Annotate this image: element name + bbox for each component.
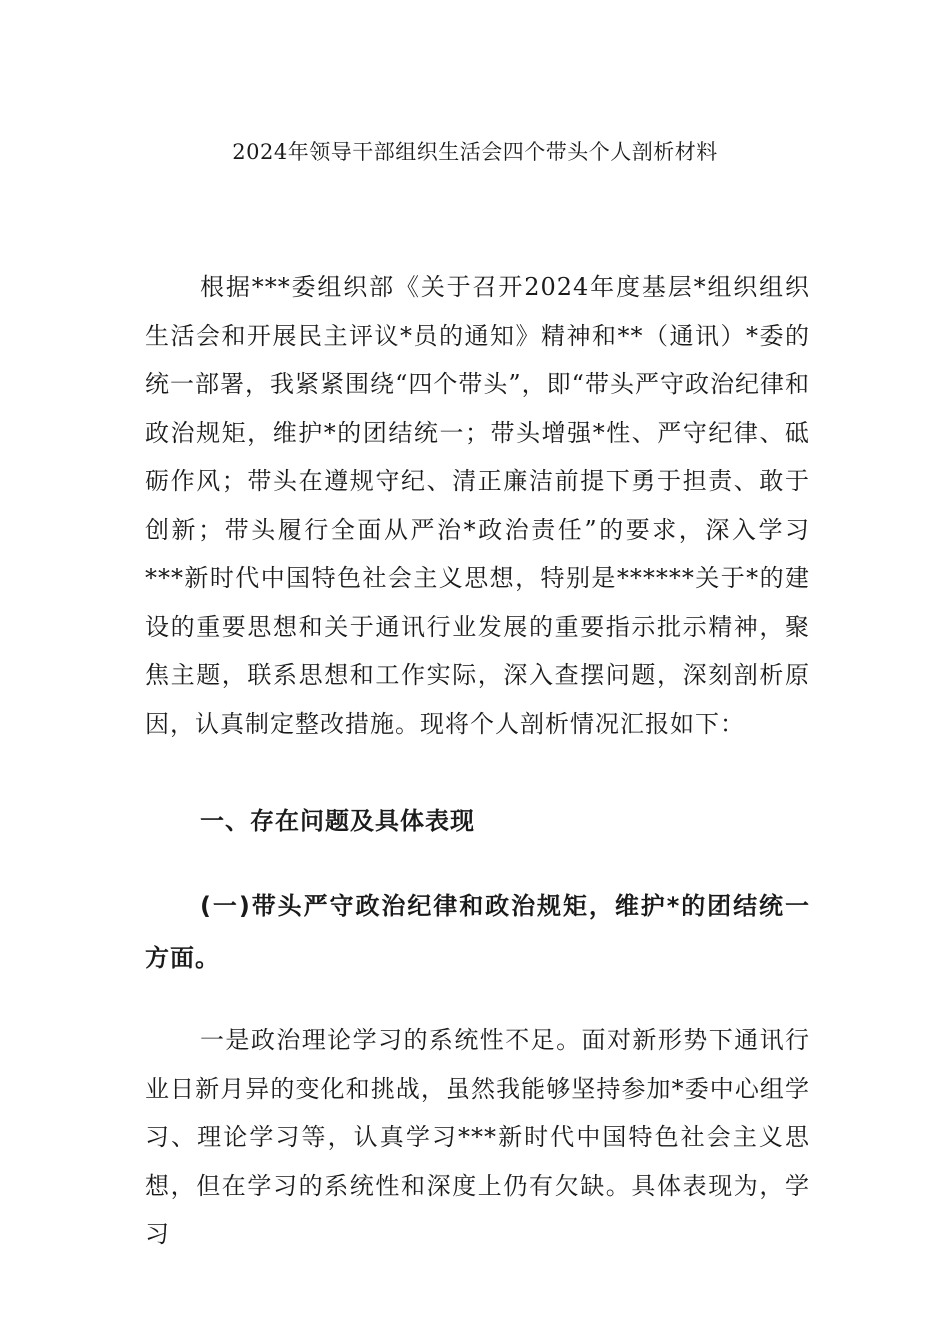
section-heading: 一、存在问题及具体表现	[200, 807, 475, 835]
document-title: 2024年领导干部组织生活会四个带头个人剖析材料	[232, 140, 718, 164]
subsection-heading: (一)带头严守政治纪律和政治规矩，维护*的团结统一方面。	[145, 892, 810, 972]
intro-paragraph: 根据***委组织部《关于召开2024年度基层*组织组织生活会和开展民主评议*员的通知》精神和**（通讯）*委的统一部署，我紧紧围绕“四个带头”，即“带头严守政治纪律和政治规矩，维护*的团结统一；带头增强*性、严守纪律、砥砺作风；带头在遵规守纪、清正廉洁前提下勇于担责、敢于创新；带头履行全面从严治*政治责任”的要求，深入学习***新时代中国特色社会主义思想，特别是******关于*的建设的重要思想和关于通讯行业发展的重要指示批示精神，聚焦主题，联系思想和工作实际，深入查摆问题，深刻剖析原因，认真制定整改措施。现将个人剖析情况汇报如下：	[145, 273, 810, 738]
body-paragraph: 一是政治理论学习的系统性不足。面对新形势下通讯行业日新月异的变化和挑战，虽然我能够坚持参加*委中心组学习、理论学习等，认真学习***新时代中国特色社会主义思想，但在学习的系统性和深度上仍有欠缺。具体表现为，学习	[145, 1026, 810, 1248]
